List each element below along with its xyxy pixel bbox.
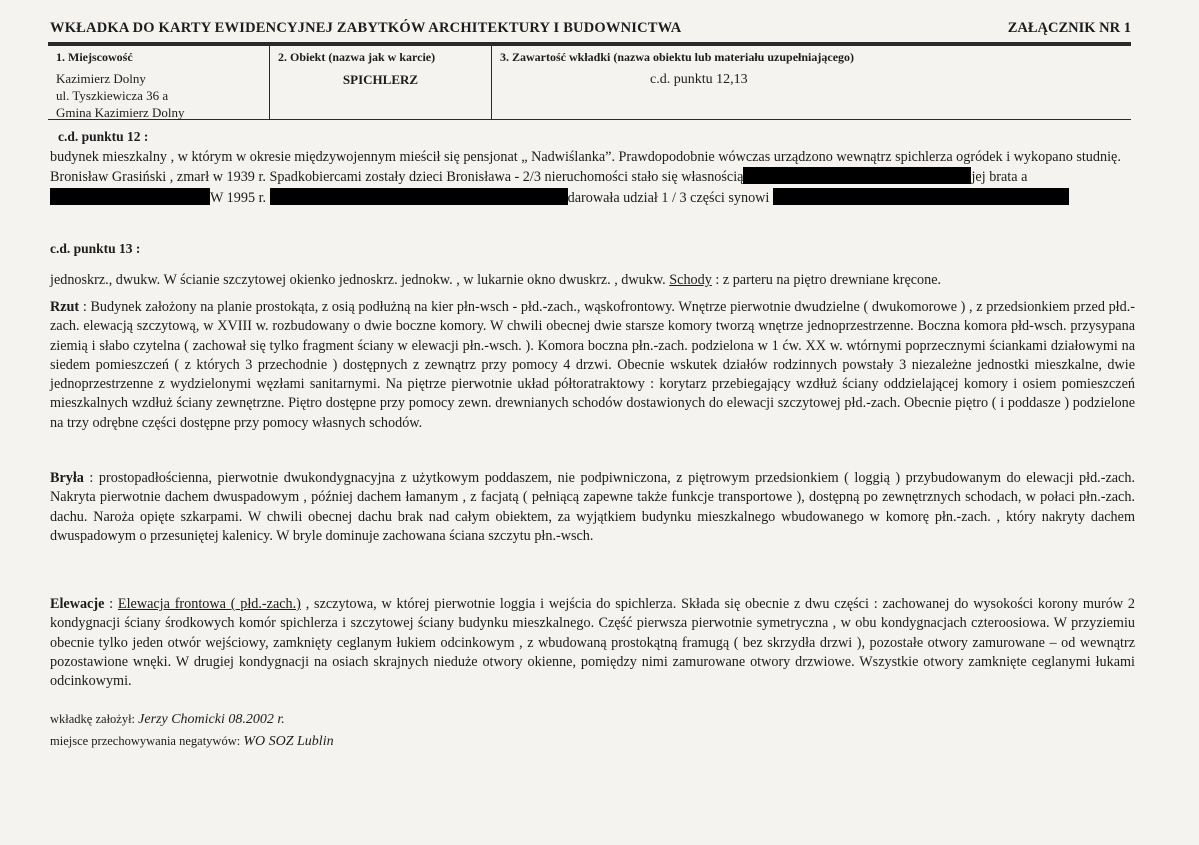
section-12-part: jej brata a [971,169,1028,186]
object-label: 2. Obiekt (nazwa jak w karcie) [278,50,436,64]
locality-label: 1. Miejscowość [56,50,133,64]
author-label: wkładkę założył: [50,712,136,726]
bryla-text: : prostopadłościenna, pierwotnie dwukondygnacyjna z użytkowym poddaszem, nie podpiwniczona, z piętrowym przedsionkiem ( loggią ) przybudowanym do elewacji płd.-zach. Nakryta pierwotnie dachem dwuspadowym , później dachem łamanym , z facjatą ( pełniącą zapewne także funkcje transportowe ), dostępną po zewnętrznych schodach, w połaci płn.-zach. dachu. Naroża opięte szkarpami. W chwili obecnej dachu brak nad całym obiektem, za wyjątkiem budynku mieszkalnego wbudowanego w komorę płn.-zach. , który nakryty dachem dwuspadowym o przesuniętej kalenicy. W bryle dominuje zachowana ściana szczytu płn.-wsch. [50,470,1135,544]
section-12-part: budynek mieszkalny , w którym w okresie międzywojennym mieścił się pensjonat „ Nadwiślanka”. Prawdopodobnie wówczas urządzono wewnątrz spichlerza ogródek i wykopano studnię. Bronisław Grasiński , zmarł w 1939 r. Spadkobiercami zostały dzieci Bronisława - 2/3 nieruchomości stało się własnością [50,149,1121,186]
locality-line: ul. Tyszkiewicza 36 a [56,88,169,103]
author-line [50,712,285,728]
elewacje-text: , szczytowa, w której pierwotnie loggia i wejścia do spichlerza. Składa się obecnie z dwu części : zachowanej do wysokości korony murów 2 kondygnacji ściany środkowych komór spichlerza i szczytowej ściany budynku mieszkalnego. Część pierwsza pierwotnie symetryczna , w obu kondygnacjach czteroosiowa. W przyziemiu obecnie tylko jeden otwór wejściowy, zamknięty ceglanym łukiem odcinkowym , z wbudowaną prostokątną framugą ( bez skrzydła drzwi ), pozostałe otwory zamurowane – od wewnątrz pozostawione wnęki. W drugiej kondygnacji na osiach skrajnych nieduże otwory okienne, pomiędzy nimi zamurowane otwory drzwiowe. Wszystkie otwory zamknięte ceglanymi łukami odcinkowymi. [50,596,1135,690]
object-value: SPICHLERZ [342,72,419,87]
section-13-heading: c.d. punktu 13 : [50,241,141,256]
locality-line: Kazimierz Dolny [56,71,146,86]
storage-value: WO SOZ Lublin [243,734,334,749]
redaction-block [50,188,210,205]
contents-value: c.d. punktu 12,13 [650,72,748,87]
locality-value [56,70,261,121]
section-12-part: W 1995 r. [210,189,267,206]
section-12-part: darowała udział 1 / 3 części synowi [567,189,770,206]
redaction-block [773,188,1069,205]
elewacje-separator: : [104,596,118,612]
locality-cell [48,46,269,119]
section-12-text [50,148,1135,208]
section-13-text [50,271,1135,290]
storage-label: miejsce przechowywania negatywów: [50,734,241,748]
storage-line [50,734,334,750]
annex-number: ZAŁĄCZNIK NR 1 [1007,20,1131,36]
front-elevation-term: Elewacja frontowa ( płd.-zach.) [117,596,301,612]
stairs-term: Schody [669,272,712,288]
header-table [48,42,1131,120]
section-12-heading: c.d. punktu 12 : [58,129,149,144]
bryla-paragraph [50,469,1135,546]
rzut-text: : Budynek założony na planie prostokąta, z osią podłużną na kier płn-wsch - płd.-zach., wąskofrontowy. Wnętrze pierwotnie dwudzielne ( dwukomorowe ) , z przedsionkiem przed płd.-zach. elewacją szczytową, w XVIII w. rozbudowany o dwie boczne komory. W chwili obecnej dwie starsze komory tworzą wnętrze jednoprzestrzenne. Boczna komora płd-wsch. przysypana ziemią i słabo czytelna ( zachował się tylko fragment ściany w elewacji płn.-wsch. ). Komora boczna płn.-zach. podzielona w 1 ćw. XX w. wtórnymi poprzecznymi ściankami działowymi na siedem pomieszczeń ( z których 3 przechodnie ) dostępnych z zewnątrz przy pomocy 4 drzwi. Obecnie wskutek działów rodzinnych powstały 3 niezależne jednostki mieszkalne, dwie jednoprzestrzenne z wydzielonymi węzłami sanitarnymi. Na piętrze pierwotnie układ półtoratraktowy : korytarz przebiegający wzdłuż ściany oddzielającej komory i osiem pomieszczeń mieszkalnych wzdłuż ściany zewnętrzne. Piętro dostępne przy pomocy zewn. drewnianych schodów dostawionych do elewacji szczytowej płd.-zach. Obecnie piętro ( i poddasze ) podzielone na trzy odrębne części dostępne przy pomocy własnych schodów. [50,299,1135,431]
rzut-label: Rzut [50,299,80,315]
redaction-block [270,188,568,205]
contents-label: 3. Zawartość wkładki (nazwa obiektu lub materiału uzupełniającego) [500,50,855,64]
document-title: WKŁADKA DO KARTY EWIDENCYJNEJ ZABYTKÓW ARCHITEKTURY I BUDOWNICTWA [50,20,682,36]
section-13-text-a: jednoskrz., dwukw. W ścianie szczytowej okienko jednoskrz. jednokw. , w lukarnie okno dwuskrz. , dwukw. [50,272,670,288]
contents-cell [491,46,1131,119]
redaction-block [743,167,971,184]
rzut-paragraph [50,298,1135,433]
author-value: Jerzy Chomicki 08.2002 r. [138,712,285,727]
locality-line: Gmina Kazimierz Dolny [56,105,185,120]
elewacje-paragraph [50,595,1135,691]
bryla-label: Bryła [50,470,84,486]
section-13-text-b: : z parteru na piętro drewniane kręcone. [711,272,942,288]
elewacje-label: Elewacje [50,596,105,612]
object-cell [269,46,491,119]
